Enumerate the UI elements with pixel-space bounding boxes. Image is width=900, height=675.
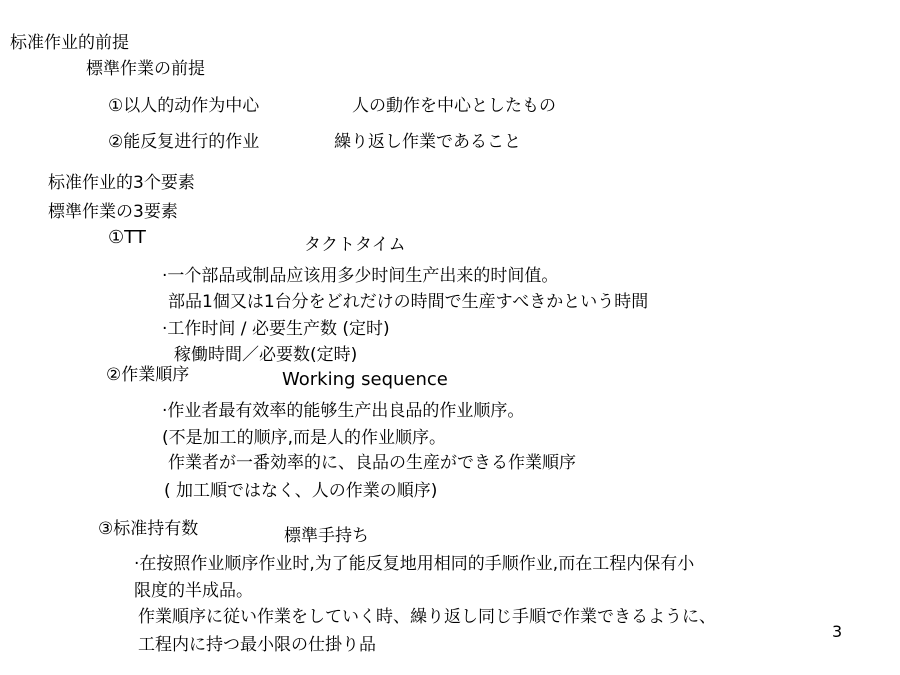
premise-heading-jp: 標準作業の前提 [86, 59, 205, 79]
stock-label: ③标准持有数 [98, 519, 199, 539]
premise-item-2-cn: ②能反复进行的作业 [108, 132, 260, 152]
tt-translation: タクトタイム [304, 235, 406, 255]
tt-desc-jp: 部品1個又は1台分をどれだけの時間で生産すべきかという時間 [168, 292, 649, 312]
premise-item-1-jp: 人の動作を中心としたもの [352, 96, 556, 116]
page-number: 3 [832, 622, 843, 641]
sequence-label: ②作業順序 [106, 365, 190, 385]
tt-label: ①TT [108, 227, 146, 248]
elements-heading-jp: 標準作業の3要素 [48, 202, 178, 222]
premise-item-1-cn: ①以人的动作为中心 [108, 96, 260, 116]
sequence-translation: Working sequence [282, 369, 448, 390]
premise-heading-cn: 标准作业的前提 [10, 33, 129, 53]
sequence-note-cn: (不是加工的顺序,而是人的作业顺序。 [162, 428, 447, 448]
stock-translation: 標準手持ち [284, 526, 369, 546]
stock-desc-cn-1: ·在按照作业顺序作业时,为了能反复地用相同的手顺作业,而在工程内保有小 [134, 554, 695, 574]
tt-desc-cn: ·一个部品或制品应该用多少时间生产出来的时间值。 [162, 266, 559, 286]
sequence-note-jp: ( 加工順ではなく、人の作業の順序) [164, 481, 438, 501]
stock-desc-cn-2: 限度的半成品。 [134, 581, 253, 601]
elements-heading-cn: 标准作业的3个要素 [48, 173, 195, 193]
stock-desc-jp-2: 工程内に持つ最小限の仕掛り品 [138, 635, 376, 655]
tt-formula-jp: 稼働時間／必要数(定時) [174, 345, 358, 365]
sequence-desc-cn: ·作业者最有效率的能够生产出良品的作业顺序。 [162, 401, 525, 421]
tt-formula-cn: ·工作时间 / 必要生产数 (定时) [162, 319, 390, 339]
sequence-desc-jp: 作業者が一番効率的に、良品の生産ができる作業順序 [168, 453, 576, 473]
premise-item-2-jp: 繰り返し作業であること [334, 132, 521, 152]
stock-desc-jp-1: 作業順序に従い作業をしていく時、繰り返し同じ手順で作業できるように、 [138, 607, 716, 627]
